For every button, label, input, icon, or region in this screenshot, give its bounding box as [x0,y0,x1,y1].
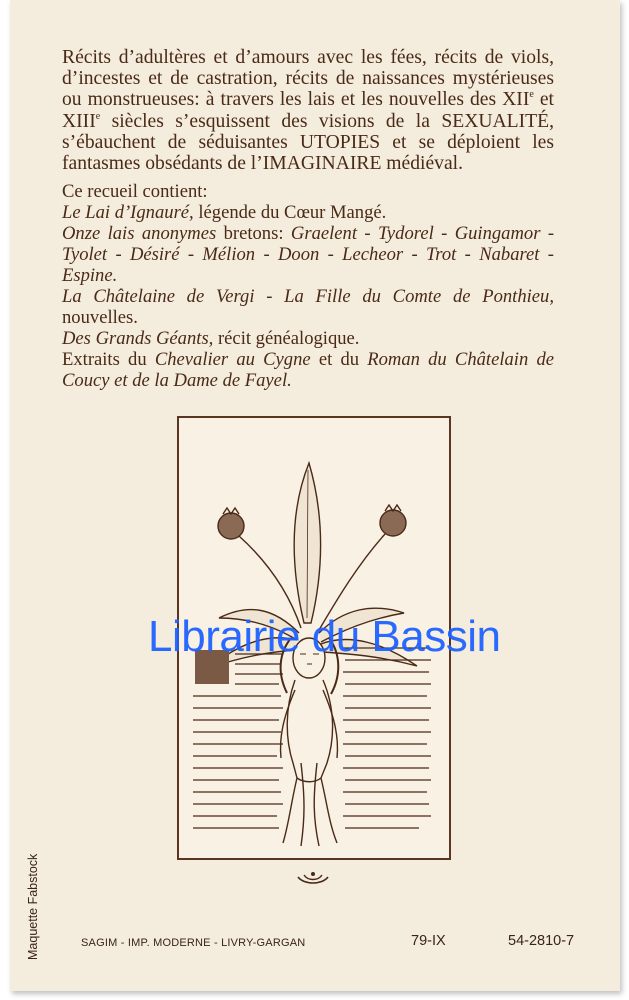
printer-credit: SAGIM - IMP. MODERNE - LIVRY-GARGAN [81,937,306,949]
contents-item-geants: Des Grands Géants, récit généalogique. [62,328,360,350]
contents-item-ignaure: Le Lai d’Ignauré, légende du Cœur Mangé. [62,202,387,224]
contents-item-lais: Onze lais anonymes bretons: Graelent - Tydorel - Guingamor - Tyolet - Désiré - Mélion - Doon - Lecheor - Trot - Nabaret - Espine. [62,223,555,287]
back-cover-blurb [62,47,554,391]
contents-list [62,181,554,391]
contents-heading: Ce recueil contient: [62,181,208,203]
contents-item-nouvelles: La Châtelaine de Vergi - La Fille du Comte de Ponthieu, nouvelles. [62,286,554,329]
contents-item-extraits: Extraits du Chevalier au Cygne et du Roman du Châtelain de Coucy et de la Dame de Fayel. [62,349,554,392]
print-code: 79-IX [411,933,446,949]
bookseller-watermark: Librairie du Bassin [148,612,501,661]
catalog-number: 54-2810-7 [508,933,575,949]
design-credit: Maquette Fabstock [26,853,40,960]
ornament-icon [296,871,330,885]
blurb-intro: Récits d’adultères et d’amours avec les fées, récits de viols, d’incestes et de castration, récits de naissances mystérieuses ou monstrueuses: à travers les lais et les nouvelles des XIIe et XIIIe siècles s’esquissent des visions de la SEXUALITÉ, s’ébauchent de séduisantes UTOPIES et se déploient les fantasmes obsédants de l’IMAGINAIRE médiéval. [62,47,554,175]
